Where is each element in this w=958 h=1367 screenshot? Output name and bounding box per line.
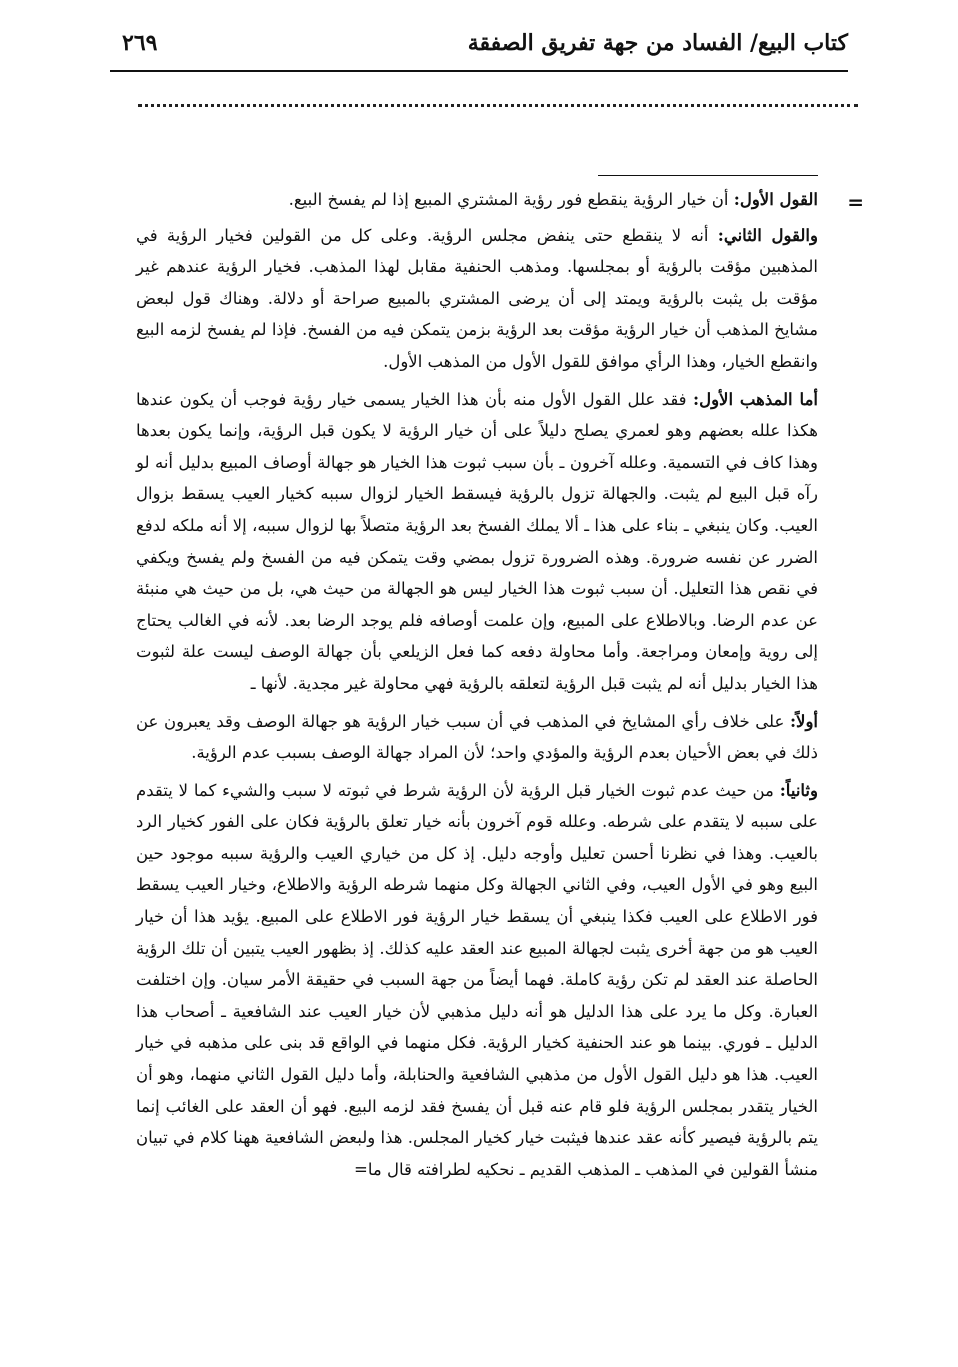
continuation-mark: = [847, 190, 864, 214]
dotted-separator [138, 104, 858, 119]
paragraph-text: على خلاف رأي المشايخ في المذهب في أن سبب خيار الرؤية هو جهالة الوصف وقد يعبرون عن ذلك في بعض الأحيان بعدم الرؤية والمؤدي واحد؛ لأن المراد جهالة الوصف بسبب عدم الرؤية. [136, 711, 818, 763]
chapter-title: كتاب البيع/ الفساد من جهة تفريق الصفقة [467, 30, 848, 56]
footnote-paragraph [136, 184, 818, 216]
footnote-body [136, 184, 818, 1191]
running-header [110, 28, 848, 72]
paragraph-text: من حيث عدم ثبوت الخيار قبل الرؤية لأن الرؤية شرط في ثبوته لا سبب والشيء كما لا يتقدم على سببه لا يتقدم على شرطه. وعلله قوم آخرون بأنه خيار تعلق بالرؤية فكان على الفور كخيار الرد بالعيب. وهذا في نظرنا أحسن تعليل وأوجه دليل. إذ كل من خياري العيب والرؤية سببه موجود حين البيع وهو في الأول العيب، وفي الثاني الجهالة وكل منهما شرطه الرؤية والاطلاع، وخيار العيب يسقط فور الاطلاع على العيب فكذا ينبغي أن يسقط خيار الرؤية فور الاطلاع على المبيع. يؤيد هذا أن خيار العيب هو من جهة أخرى يثبت لجهالة المبيع عند العقد عليه كذلك. إذ بظهور العيب يتبين أن تلك الرؤية الحاصلة عند العقد لم تكن رؤية كاملة. فهما أيضاً من جهة السبب في حقيقة الأمر سيان. وإن اختلفت العبارة. وكل ما يرد على هذا الدليل هو أنه دليل مذهبي لأن خيار العيب عند الشافعية ـ أصحاب هذا الدليل ـ فوري. بينما هو عند الحنفية كخيار الرؤية. فكل منهما في الواقع قد بنى على مذهبه في خيار العيب. هذا هو دليل القول الأول من مذهبي الشافعية والحنابلة، وأما دليل القول الثاني منهما، وهو أن الخيار يتقدر بمجلس الرؤية فلو قام عنه قبل أن يفسخ فقد لزمه البيع. فهو أن العقد على الغائب إنما يتم بالرؤية فيصير كأنه عقد عندها فيثبت خيار كخيار المجلس. هذا ولبعض الشافعية ههنا كلام في تبيان منشأ القولين في المذهب ـ المذهب القديم ـ نحكيه لطرافته قال ما= [136, 780, 818, 1179]
paragraph-heading: أولاً: [789, 711, 818, 731]
footnote-paragraph [136, 384, 818, 700]
paragraph-heading: أما المذهب الأول: [692, 389, 818, 409]
footnote-paragraph [136, 706, 818, 769]
page-number: ٢٦٩ [122, 30, 158, 56]
paragraph-text: أنه لا ينقطع حتى ينفض مجلس الرؤية. وعلى كل من القولين فخيار الرؤية في المذهبين مؤقت بالرؤية أو بمجلسها. ومذهب الحنفية مقابل لهذا المذهب. فخيار الرؤية عندهم غير مؤقت بل يثبت بالرؤية ويمتد إلى أن يرضى المشتري بالمبيع صراحة أو دلالة. وهناك قول لبعض مشايخ المذهب أن خيار الرؤية مؤقت بعد الرؤية بزمن يتمكن فيه من الفسخ. فإذا لم يفسخ لزمه البيع وانقطع الخيار، وهذا الرأي موافق للقول الأول من المذهب الأول. [136, 225, 818, 371]
paragraph-heading: والقول الثاني: [717, 225, 818, 245]
paragraph-heading: وثانياً: [779, 780, 818, 800]
paragraph-text: أن خيار الرؤية ينقطع فور رؤية المشتري المبيع إذا لم يفسخ البيع. [288, 190, 734, 209]
footnote-paragraph [136, 775, 818, 1186]
footnote-paragraph [136, 220, 818, 378]
footnote-rule [598, 175, 818, 176]
paragraph-text: فقد علل القول الأول منه بأن هذا الخيار يسمى خيار رؤية فوجب أن يكون عندها هكذا علله بعضهم وهو لعمري يصلح دليلاً على أن خيار الرؤية لا يكون قبل الرؤية، وإنما يكون بعدها وهذا كاف في التسمية. وعلله آخرون ـ بأن سبب ثبوت هذا الخيار هو جهالة أوصاف المبيع بدليل أنه لو رآه قبل البيع لم يثبت. والجهالة تزول بالرؤية فيسقط الخيار لزوال سببه كخيار العيب يسقط بزوال العيب. وكان ينبغي ـ بناء على هذا ـ ألا يملك الفسخ بعد الرؤية متصلاً بها لزوال سببه، إلا أنه ملكه لدفع الضرر عن نفسه ضرورة. وهذه الضرورة تزول بمضي وقت يتمكن فيه من الفسخ ولم يفسخ ويكفي في نقص هذا التعليل. أن سبب ثبوت هذا الخيار ليس هو الجهالة من حيث هي، بل من حيث هي منبئة عن عدم الرضا. وبالاطلاع على المبيع، وإن علمت أوصافه فلم يوجد الرضا بعد. لأنه في الغالب يحتاج إلى روية وإمعان ومراجعة. وأما محاولة دفعه كما فعل الزيلعي بأن جهالة الوصف ليست علة لثبوت هذا الخيار بدليل أنه لم يثبت قبل الرؤية لتعلقه بالرؤية فهي محاولة غير مجدية. لأنها ـ [136, 389, 818, 693]
paragraph-heading: القول الأول: [733, 190, 818, 209]
